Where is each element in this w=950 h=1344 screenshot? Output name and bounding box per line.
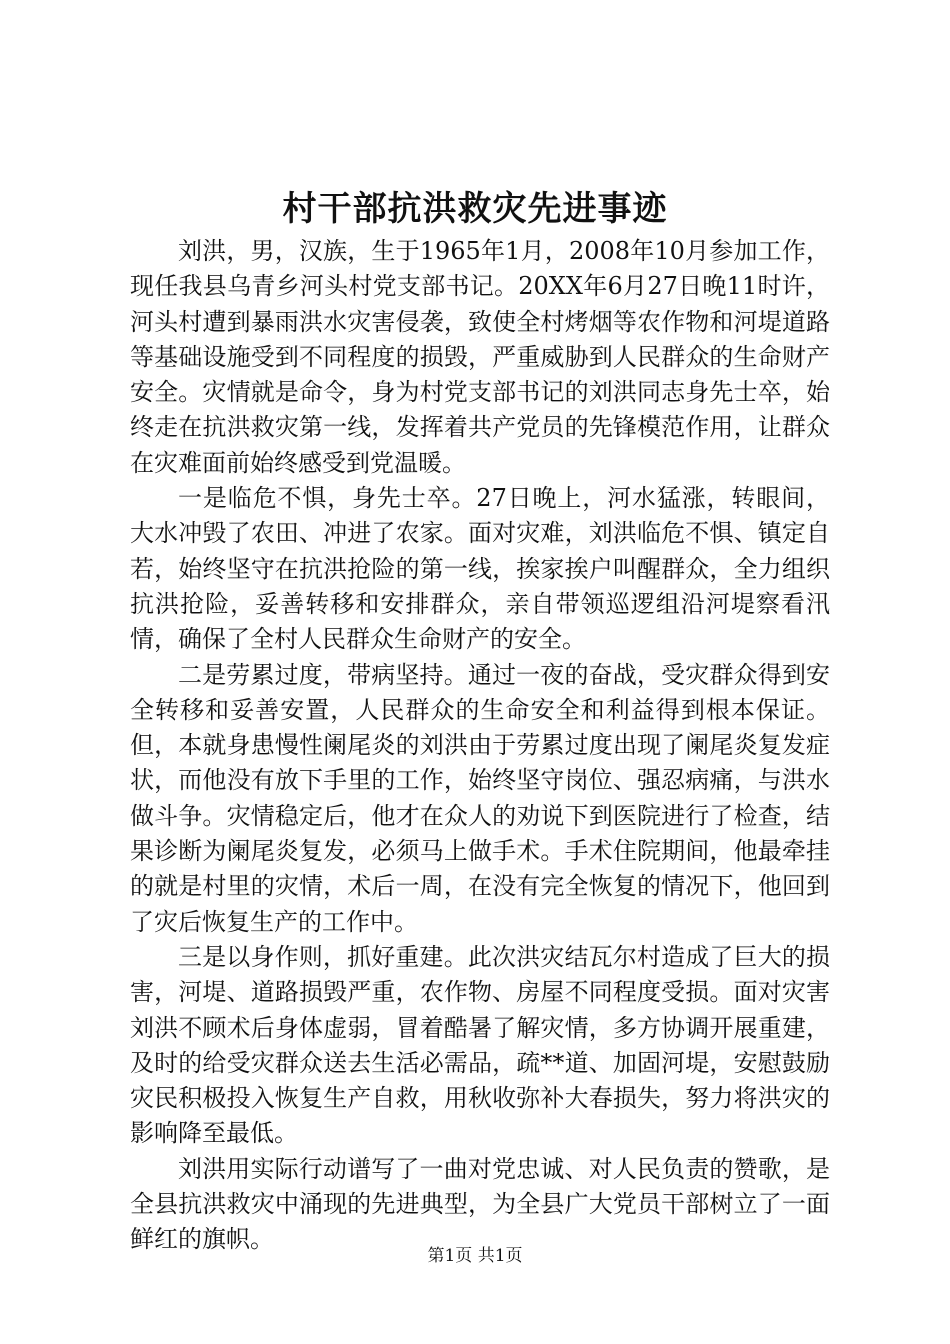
paragraph-intro: 刘洪，男，汉族，生于1965年1月，2008年10月参加工作，现任我县乌青乡河头村党支部书记。20XX年6月27日晚11时许，河头村遭到暴雨洪水灾害侵袭，致使全村烤烟等农作物和河堤道路等基础设施受到不同程度的损毁，严重威胁到人民群众的生命财产安全。灾情就是命令，身为村党支部书记的刘洪同志身先士卒，始终走在抗洪救灾第一线，发挥着共产党员的先锋模范作用，让群众在灾难面前始终感受到党温暖。 [130,237,830,477]
paragraph-point-one: 一是临危不惧，身先士卒。27日晚上，河水猛涨，转眼间，大水冲毁了农田、冲进了农家。面对灾难，刘洪临危不惧、镇定自若，始终坚守在抗洪抢险的第一线，挨家挨户叫醒群众，全力组织抗洪抢险，妥善转移和安排群众，亲自带领巡逻组沿河堤察看汛情，确保了全村人民群众生命财产的安全。 [130,484,830,654]
paragraph-conclusion: 刘洪用实际行动谱写了一曲对党忠诚、对人民负责的赞歌，是全县抗洪救灾中涌现的先进典型，为全县广大党员干部树立了一面鲜红的旗帜。 [130,1154,830,1254]
paragraph-point-three: 三是以身作则，抓好重建。此次洪灾结瓦尔村造成了巨大的损害，河堤、道路损毁严重，农作物、房屋不同程度受损。面对灾害刘洪不顾术后身体虚弱，冒着酷暑了解灾情，多方协调开展重建，及时的给受灾群众送去生活必需品，疏**道、加固河堤，安慰鼓励灾民积极投入恢复生产自救，用秋收弥补大春损失，努力将洪灾的影响降至最低。 [130,942,830,1148]
document-body [130,234,830,1258]
page-number-footer: 第1页 共1页 [427,1246,523,1266]
document-title: 村干部抗洪救灾先进事迹 [282,189,668,229]
paragraph-point-two: 二是劳累过度，带病坚持。通过一夜的奋战，受灾群众得到安全转移和妥善安置，人民群众的生命安全和利益得到根本保证。但，本就身患慢性阑尾炎的刘洪由于劳累过度出现了阑尾炎复发症状，而他没有放下手里的工作，始终坚守岗位、强忍病痛，与洪水做斗争。灾情稳定后，他才在众人的劝说下到医院进行了检查，结果诊断为阑尾炎复发，必须马上做手术。手术住院期间，他最牵挂的就是村里的灾情，术后一周，在没有完全恢复的情况下，他回到了灾后恢复生产的工作中。 [130,660,830,936]
